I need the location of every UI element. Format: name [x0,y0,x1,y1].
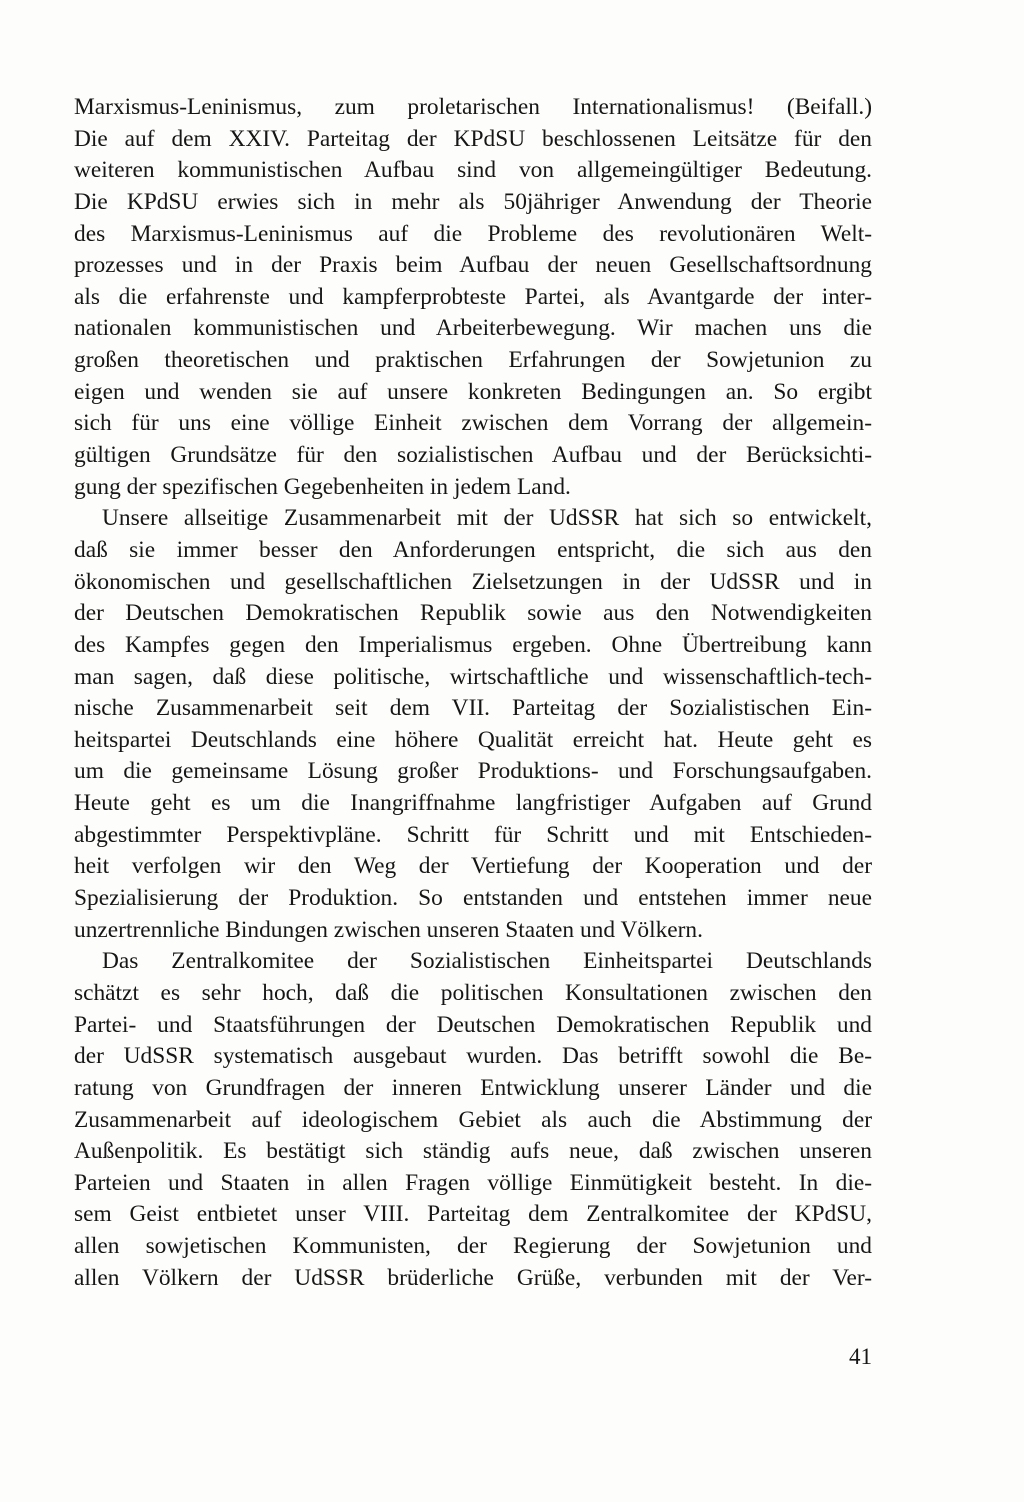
text-line: Außenpolitik. Es bestätigt sich ständig aufs neue, daß zwischen unseren [74,1138,872,1165]
text-line: allen sowjetischen Kommunisten, der Regierung der Sowjetunion und [74,1233,872,1260]
text-line: allen Völkern der UdSSR brüderliche Grüße, verbunden mit der Ver- [74,1264,872,1291]
text-line: des Kampfes gegen den Imperialismus ergeben. Ohne Übertreibung kann [74,631,872,658]
text-line: schätzt es sehr hoch, daß die politischen Konsultationen zwischen den [74,979,872,1006]
text-line: nationalen kommunistischen und Arbeiterbewegung. Wir machen uns die [74,315,872,342]
text-line: um die gemeinsame Lösung großer Produktions- und Forschungsaufgaben. [74,758,872,785]
text-line: sem Geist entbietet unser VIII. Parteitag dem Zentralkomitee der KPdSU, [74,1201,872,1228]
text-line: weiteren kommunistischen Aufbau sind von allgemeingültiger Bedeutung. [74,157,872,184]
text-line: heit verfolgen wir den Weg der Vertiefung der Kooperation und der [74,853,872,880]
paragraph-1 [74,92,872,503]
text-line: Partei- und Staatsführungen der Deutschen Demokratischen Republik und [74,1011,872,1038]
text-line: der Deutschen Demokratischen Republik sowie aus den Notwendigkeiten [74,600,872,627]
text-line: daß sie immer besser den Anforderungen entspricht, die sich aus den [74,536,872,563]
text-line: Das Zentralkomitee der Sozialistischen Einheitspartei Deutschlands [102,948,872,975]
text-line: ökonomischen und gesellschaftlichen Zielsetzungen in der UdSSR und in [74,568,872,595]
text-line: ratung von Grundfragen der inneren Entwicklung unserer Länder und die [74,1074,872,1101]
text-line: eigen und wenden sie auf unsere konkreten Bedingungen an. So ergibt [74,378,872,405]
text-line: sich für uns eine völlige Einheit zwischen dem Vorrang der allgemein- [74,410,872,437]
paragraph-2 [74,503,872,946]
text-line: Heute geht es um die Inangriffnahme langfristiger Aufgaben auf Grund [74,790,872,817]
text-line: großen theoretischen und praktischen Erfahrungen der Sowjetunion zu [74,347,872,374]
text-line: Unsere allseitige Zusammenarbeit mit der UdSSR hat sich so entwickelt, [102,505,872,532]
body-text [74,92,872,1294]
text-line: des Marxismus-Leninismus auf die Probleme des revolutionären Welt- [74,220,872,247]
text-line: Die KPdSU erwies sich in mehr als 50jähriger Anwendung der Theorie [74,188,872,215]
text-line: gültigen Grundsätze für den sozialistischen Aufbau und der Berücksichti- [74,442,872,469]
text-line: Spezialisierung der Produktion. So entstanden und entstehen immer neue [74,885,872,912]
text-line: abgestimmter Perspektivpläne. Schritt für Schritt und mit Entschieden- [74,821,872,848]
text-line: Zusammenarbeit auf ideologischem Gebiet als auch die Abstimmung der [74,1106,872,1133]
text-line: der UdSSR systematisch ausgebaut wurden. Das betrifft sowohl die Be- [74,1043,872,1070]
text-line: nische Zusammenarbeit seit dem VII. Parteitag der Sozialistischen Ein- [74,695,872,722]
text-line: Marxismus-Leninismus, zum proletarischen Internationalismus! (Beifall.) [74,94,872,120]
text-line: gung der spezifischen Gegebenheiten in jedem Land. [74,473,571,500]
text-line: man sagen, daß diese politische, wirtschaftliche und wissenschaftlich-tech- [74,663,872,690]
text-line: Die auf dem XXIV. Parteitag der KPdSU beschlossenen Leitsätze für den [74,125,872,152]
page-number: 41 [849,1344,872,1369]
text-line: prozesses und in der Praxis beim Aufbau der neuen Gesellschaftsordnung [74,252,872,279]
text-line: als die erfahrenste und kampferprobteste Partei, als Avantgarde der inter- [74,283,872,310]
paragraph-3 [74,946,872,1294]
text-line: heitspartei Deutschlands eine höhere Qualität erreicht hat. Heute geht es [74,726,872,753]
text-line: Parteien und Staaten in allen Fragen völlige Einmütigkeit besteht. In die- [74,1169,872,1196]
text-line: unzertrennliche Bindungen zwischen unseren Staaten und Völkern. [74,916,703,943]
